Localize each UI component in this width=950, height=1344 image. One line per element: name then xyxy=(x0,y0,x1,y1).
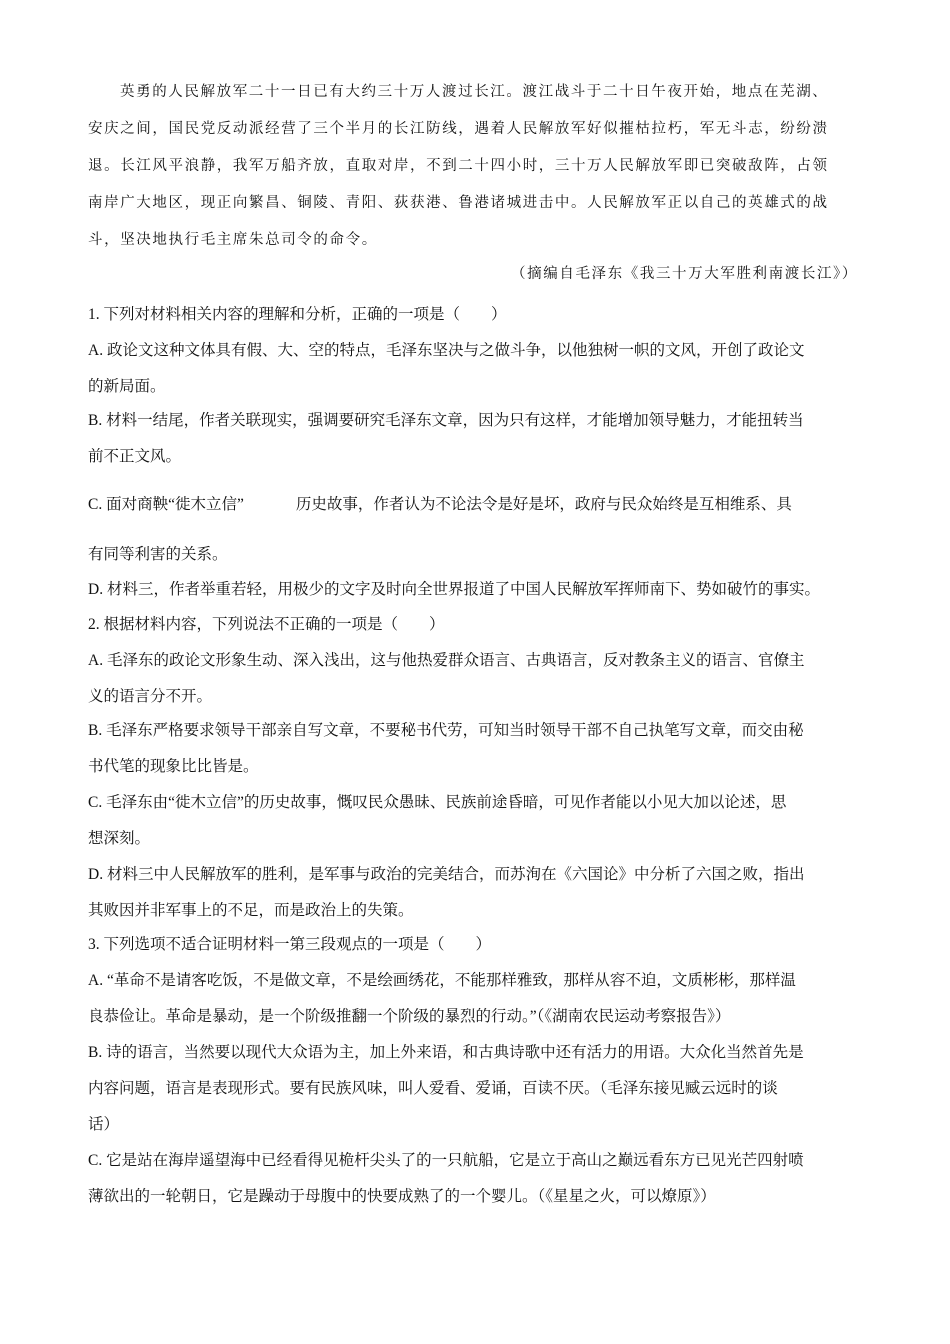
question-3-option-c: C. 它是站在海岸遥望海中已经看得见桅杆尖头了的一只航船，它是立于高山之巅远看东方已见光芒四射喷 xyxy=(88,1152,804,1169)
question-1-option-a-cont: 的新局面。 xyxy=(88,378,166,395)
question-3-option-b: B. 诗的语言，当然要以现代大众语为主，加上外来语，和古典诗歌中还有活力的用语。大众化当然首先是 xyxy=(88,1044,804,1061)
question-2-option-d-cont: 其败因并非军事上的不足，而是政治上的失策。 xyxy=(88,902,414,919)
question-2-stem: 2. 根据材料内容，下列说法不正确的一项是（ ） xyxy=(88,616,445,633)
question-3-option-b-cont: 内容问题，语言是表现形式。要有民族风味，叫人爱看、爱诵，百读不厌。（毛泽东接见臧云远时的谈 xyxy=(88,1080,778,1097)
passage-source: （摘编自毛泽东《我三十万大军胜利南渡长江》） xyxy=(511,266,858,282)
question-2-option-c-cont: 想深刻。 xyxy=(88,830,151,847)
question-1-option-d: D. 材料三，作者举重若轻，用极少的文字及时向全世界报道了中国人民解放军挥师南下、势如破竹的事实。 xyxy=(88,581,820,598)
question-1-option-c-cont: 有同等利害的关系。 xyxy=(88,546,228,563)
passage-line: 退。长江风平浪静，我军万船齐放，直取对岸，不到二十四小时，三十万人民解放军即已突破敌阵，占领 xyxy=(88,158,829,174)
question-2-option-b: B. 毛泽东严格要求领导干部亲自写文章，不要秘书代劳，可知当时领导干部不自己执笔写文章，而交由秘 xyxy=(88,722,804,739)
passage-line: 安庆之间，国民党反动派经营了三个半月的长江防线，遇着人民解放军好似摧枯拉朽，军无斗志，纷纷溃 xyxy=(88,121,829,137)
material-passage xyxy=(88,74,878,259)
passage-line: 英勇的人民解放军二十一日已有大约三十万人渡过长江。渡江战斗于二十日午夜开始，地点在芜湖、 xyxy=(120,84,829,100)
question-1-stem: 1. 下列对材料相关内容的理解和分析，正确的一项是（ ） xyxy=(88,306,507,323)
question-3-option-c-cont: 薄欲出的一轮朝日，它是躁动于母腹中的快要成熟了的一个婴儿。（《星星之火，可以燎原》） xyxy=(88,1188,716,1205)
question-2-option-b-cont: 书代笔的现象比比皆是。 xyxy=(88,758,259,775)
question-1-option-b-cont: 前不正文风。 xyxy=(88,448,182,465)
question-2-option-c: C. 毛泽东由“徙木立信”的历史故事，慨叹民众愚昧、民族前途昏暗，可见作者能以小见大加以论述，思 xyxy=(88,794,787,811)
question-1-option-c xyxy=(88,492,792,514)
question-2-option-a: A. 毛泽东的政论文形象生动、深入浅出，这与他热爱群众语言、古典语言，反对教条主义的语言、官僚主 xyxy=(88,652,805,669)
question-1-option-c-part2: 历史故事，作者认为不论法令是好是坏，政府与民众始终是互相维系、具 xyxy=(295,496,792,513)
passage-line: 斗，坚决地执行毛主席朱总司令的命令。 xyxy=(88,232,378,248)
question-2-option-d: D. 材料三中人民解放军的胜利，是军事与政治的完美结合，而苏洵在《六国论》中分析了六国之败，指出 xyxy=(88,866,805,883)
question-3-option-a-cont: 良恭俭让。革命是暴动，是一个阶级推翻一个阶级的暴烈的行动。”（《湖南农民运动考察报告》） xyxy=(88,1008,731,1025)
question-3-stem: 3. 下列选项不适合证明材料一第三段观点的一项是（ ） xyxy=(88,936,492,953)
question-1-option-a: A. 政论文这种文体具有假、大、空的特点，毛泽东坚决与之做斗争，以他独树一帜的文风，开创了政论文 xyxy=(88,342,805,359)
question-3-option-a: A. “革命不是请客吃饭，不是做文章，不是绘画绣花，不能那样雅致，那样从容不迫，文质彬彬，那样温 xyxy=(88,972,796,989)
question-3-option-b-cont2: 话） xyxy=(88,1116,120,1133)
passage-line: 南岸广大地区，现正向繁昌、铜陵、青阳、荻获港、鲁港诸城进击中。人民解放军正以自己的英雄式的战 xyxy=(88,195,829,211)
question-1-option-c-part1: C. 面对商鞅“徙木立信” xyxy=(88,496,244,513)
question-1-option-b: B. 材料一结尾，作者关联现实，强调要研究毛泽东文章，因为只有这样，才能增加领导魅力，才能扭转当 xyxy=(88,412,804,429)
question-2-option-a-cont: 义的语言分不开。 xyxy=(88,688,213,705)
